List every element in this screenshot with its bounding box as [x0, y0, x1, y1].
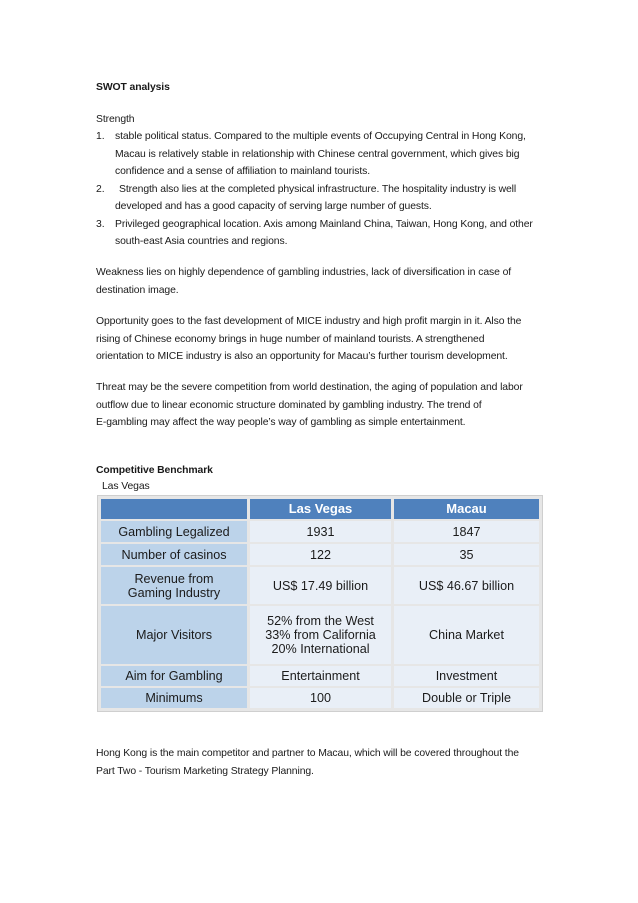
weakness-line: Weakness lies on highly dependence of gambling industries, lack of diversification in case of	[96, 267, 512, 278]
table-row-label: Aim for Gambling	[101, 666, 247, 686]
list-item-line: Privileged geographical location. Axis among Mainland China, Taiwan, Hong Kong, and other	[115, 218, 533, 230]
threat-line: Threat may be the severe competition from world destination, the aging of population and labor	[96, 382, 523, 393]
table-cell: Investment	[394, 666, 539, 686]
table-row-label: Revenue from Gaming Industry	[101, 567, 247, 604]
closing-line: Hong Kong is the main competitor and partner to Macau, which will be covered throughout the	[96, 748, 519, 759]
opportunity-line: orientation to MICE industry is also an opportunity for Macau’s further tourism development.	[96, 351, 508, 362]
table-cell: 35	[394, 544, 539, 565]
list-item-line: south-east Asia countries and regions.	[115, 236, 288, 247]
benchmark-table	[97, 495, 543, 712]
table-row-label: Number of casinos	[101, 544, 247, 565]
list-item-line: Strength also lies at the completed physical infrastructure. The hospitality industry is well	[119, 183, 517, 195]
table-cell: Double or Triple	[394, 688, 539, 708]
strength-title: Strength	[96, 114, 135, 125]
table-row-label: Major Visitors	[101, 606, 247, 664]
opportunity-line: Opportunity goes to the fast development of MICE industry and high profit margin in it. Also the	[96, 316, 522, 327]
weakness-line: destination image.	[96, 284, 179, 296]
benchmark-caption: Las Vegas	[102, 481, 150, 492]
table-cell: 1931	[250, 521, 391, 542]
table-row-label: Minimums	[101, 688, 247, 708]
table-header-cell	[101, 499, 247, 519]
list-item-line: confidence and a sense of affiliation to mainland tourists.	[115, 166, 370, 177]
table-row-label: Gambling Legalized	[101, 521, 247, 542]
table-cell: US$ 17.49 billion	[250, 567, 391, 604]
table-cell: 52% from the West 33% from California 20% International	[250, 606, 391, 664]
table-cell: 122	[250, 544, 391, 565]
table-cell: 1847	[394, 521, 539, 542]
list-item-line: stable political status. Compared to the multiple events of Occupying Central in Hong Kong,	[115, 131, 526, 142]
list-number: 2.	[96, 183, 105, 195]
threat-line: outflow due to linear economic structure dominated by gambling industry. The trend of	[96, 399, 482, 411]
table-header-cell: Las Vegas	[250, 499, 391, 519]
table-cell: Entertainment	[250, 666, 391, 686]
list-number: 1.	[96, 131, 105, 142]
table-cell: US$ 46.67 billion	[394, 567, 539, 604]
threat-line: E-gambling may affect the way people’s way of gambling as simple entertainment.	[96, 417, 466, 428]
opportunity-line: rising of Chinese economy brings in huge number of mainland tourists. A strengthened	[96, 333, 485, 345]
list-item-line: developed and has a good capacity of serving large number of guests.	[115, 201, 432, 212]
page-heading: SWOT analysis	[96, 82, 170, 93]
table-header-cell: Macau	[394, 499, 539, 519]
list-item-line: Macau is relatively stable in relationship with Chinese central government, which gives big	[115, 148, 520, 160]
table-cell: China Market	[394, 606, 539, 664]
list-number: 3.	[96, 218, 105, 230]
table-cell: 100	[250, 688, 391, 708]
closing-line: Part Two - Tourism Marketing Strategy Planning.	[96, 765, 314, 777]
benchmark-title: Competitive Benchmark	[96, 465, 213, 476]
